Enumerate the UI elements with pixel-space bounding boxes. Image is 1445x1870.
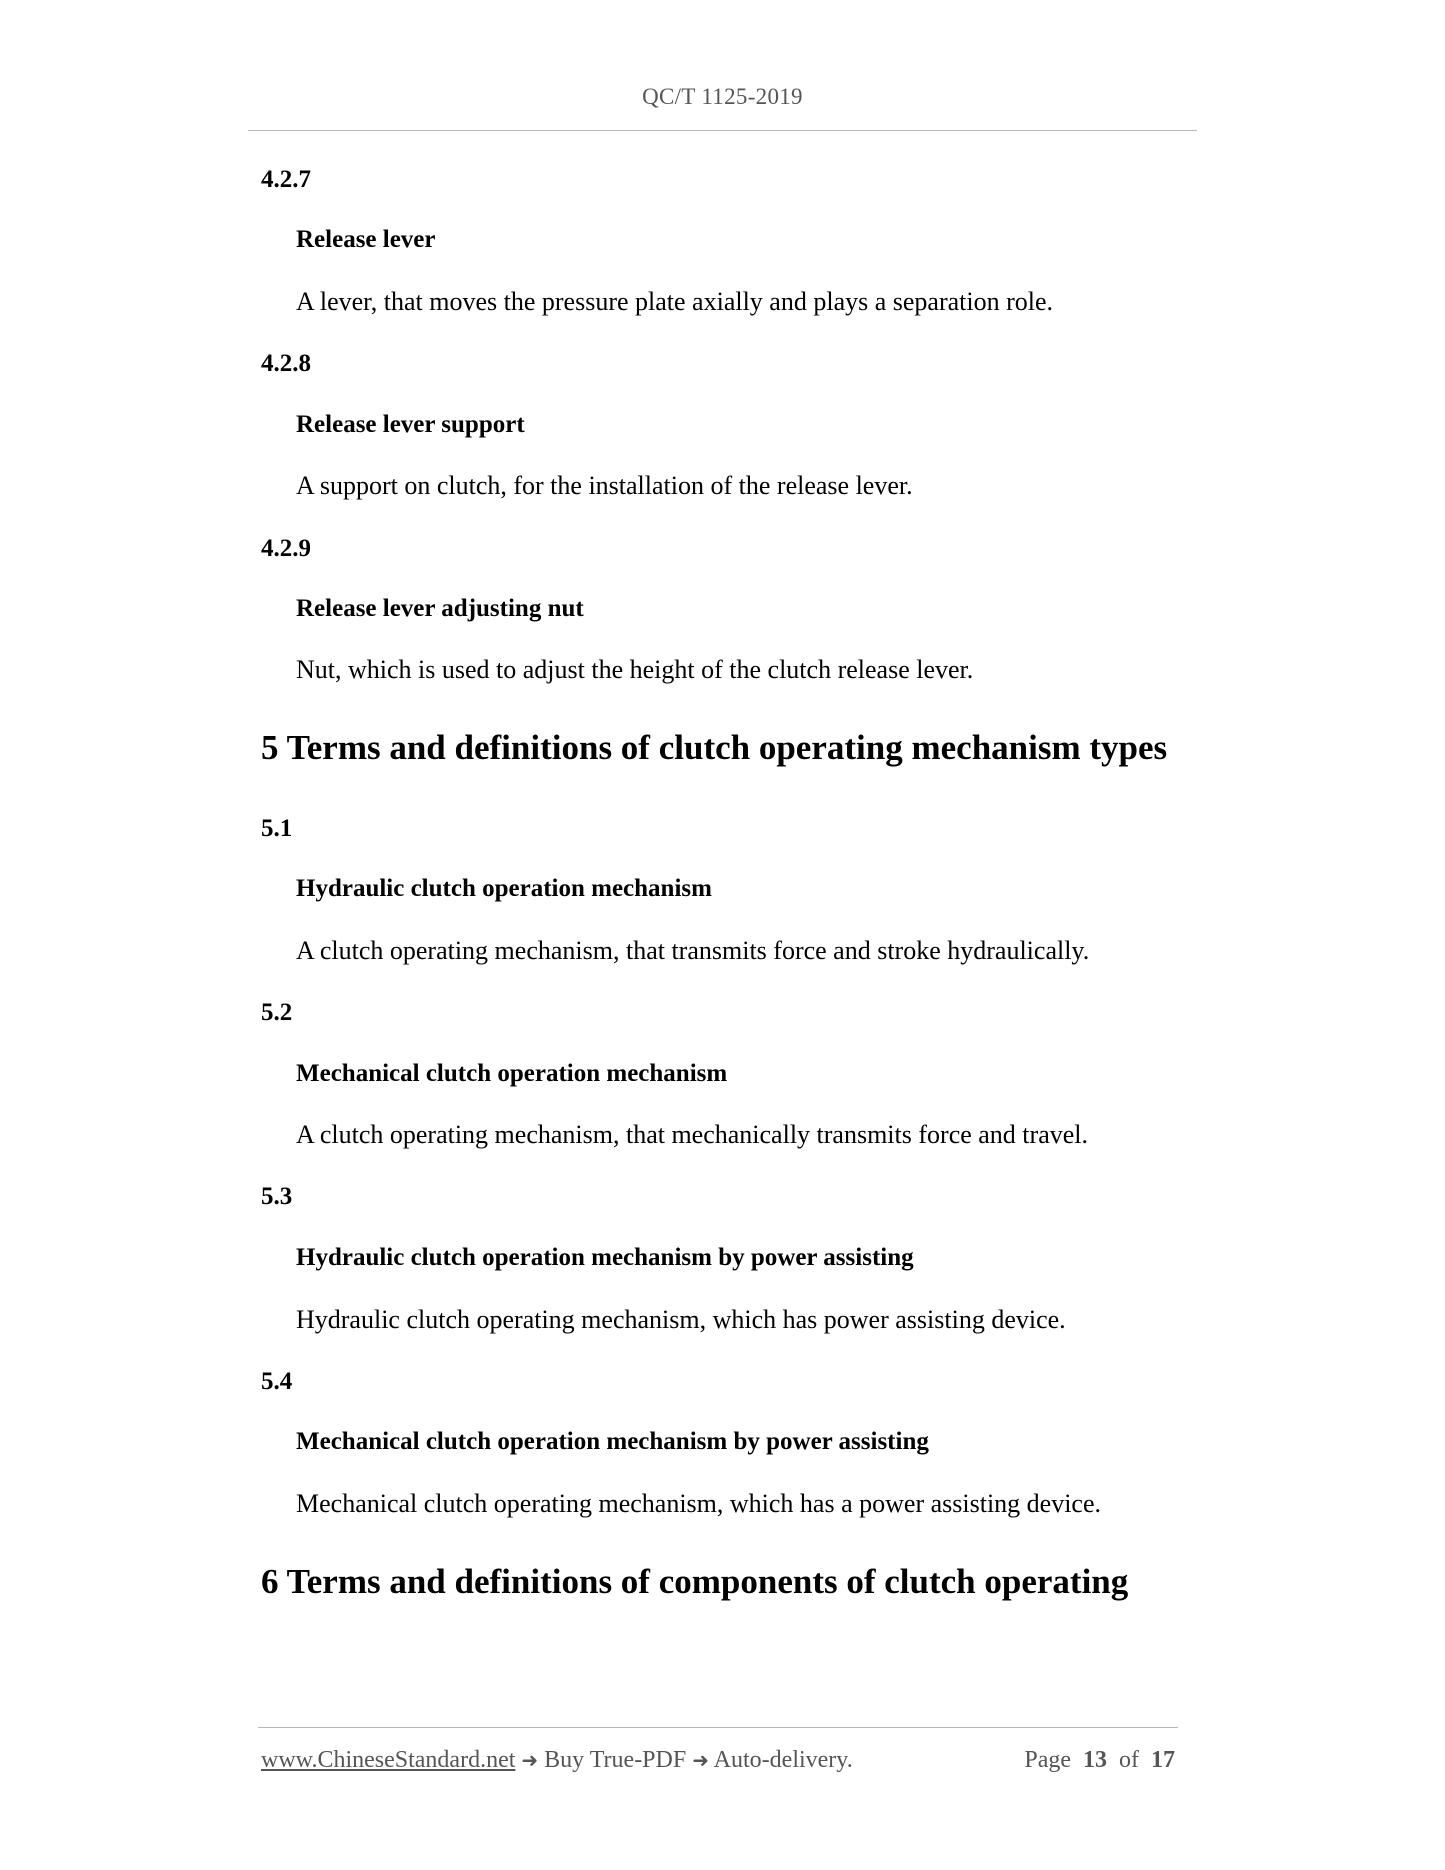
- clause-term: Mechanical clutch operation mechanism by power assisting: [296, 1428, 929, 1455]
- clause-term: Release lever support: [296, 411, 525, 438]
- clause-number: 5.1: [261, 815, 293, 842]
- page-indicator: [1024, 1747, 1175, 1774]
- footer-promo: [261, 1747, 853, 1774]
- clause-definition: A clutch operating mechanism, that mechanically transmits force and travel.: [296, 1120, 1088, 1149]
- page-label: Page: [1024, 1747, 1071, 1773]
- clause-definition: A clutch operating mechanism, that transmits force and stroke hydraulically.: [296, 936, 1090, 965]
- right-arrow-icon: ➜: [692, 1748, 709, 1772]
- site-link[interactable]: www.ChineseStandard.net: [261, 1747, 516, 1773]
- section-heading: 5 Terms and definitions of clutch operating mechanism types: [261, 728, 1168, 767]
- clause-number: 5.2: [261, 999, 293, 1026]
- clause-number: 5.4: [261, 1368, 293, 1395]
- buy-true-pdf-text: Buy True-PDF: [544, 1747, 687, 1773]
- clause-term: Mechanical clutch operation mechanism: [296, 1060, 728, 1087]
- clause-definition: A support on clutch, for the installation of the release lever.: [296, 471, 913, 500]
- clause-term: Release lever adjusting nut: [296, 595, 584, 622]
- clause-definition: Hydraulic clutch operating mechanism, which has power assisting device.: [296, 1305, 1066, 1334]
- right-arrow-icon: ➜: [521, 1748, 539, 1772]
- page-of: of: [1119, 1747, 1139, 1773]
- clause-number: 5.3: [261, 1183, 293, 1210]
- clause-number: 4.2.8: [261, 350, 311, 377]
- clause-term: Release lever: [296, 226, 436, 253]
- header-divider: [248, 130, 1197, 131]
- clause-term: Hydraulic clutch operation mechanism by power assisting: [296, 1244, 914, 1271]
- clause-number: 4.2.7: [261, 166, 311, 193]
- clause-definition: Nut, which is used to adjust the height of the clutch release lever.: [296, 655, 974, 684]
- clause-number: 4.2.9: [261, 535, 311, 562]
- page-total: 17: [1151, 1747, 1175, 1773]
- document-code-header: QC/T 1125-2019: [642, 84, 803, 109]
- clause-definition: Mechanical clutch operating mechanism, which has a power assisting device.: [296, 1489, 1102, 1518]
- page-current: 13: [1083, 1747, 1107, 1773]
- clause-definition: A lever, that moves the pressure plate axially and plays a separation role.: [296, 287, 1054, 316]
- clause-term: Hydraulic clutch operation mechanism: [296, 875, 712, 902]
- section-heading: 6 Terms and definitions of components of clutch operating: [261, 1562, 1129, 1601]
- auto-delivery-text: Auto-delivery.: [713, 1747, 853, 1773]
- footer-divider: [258, 1727, 1178, 1728]
